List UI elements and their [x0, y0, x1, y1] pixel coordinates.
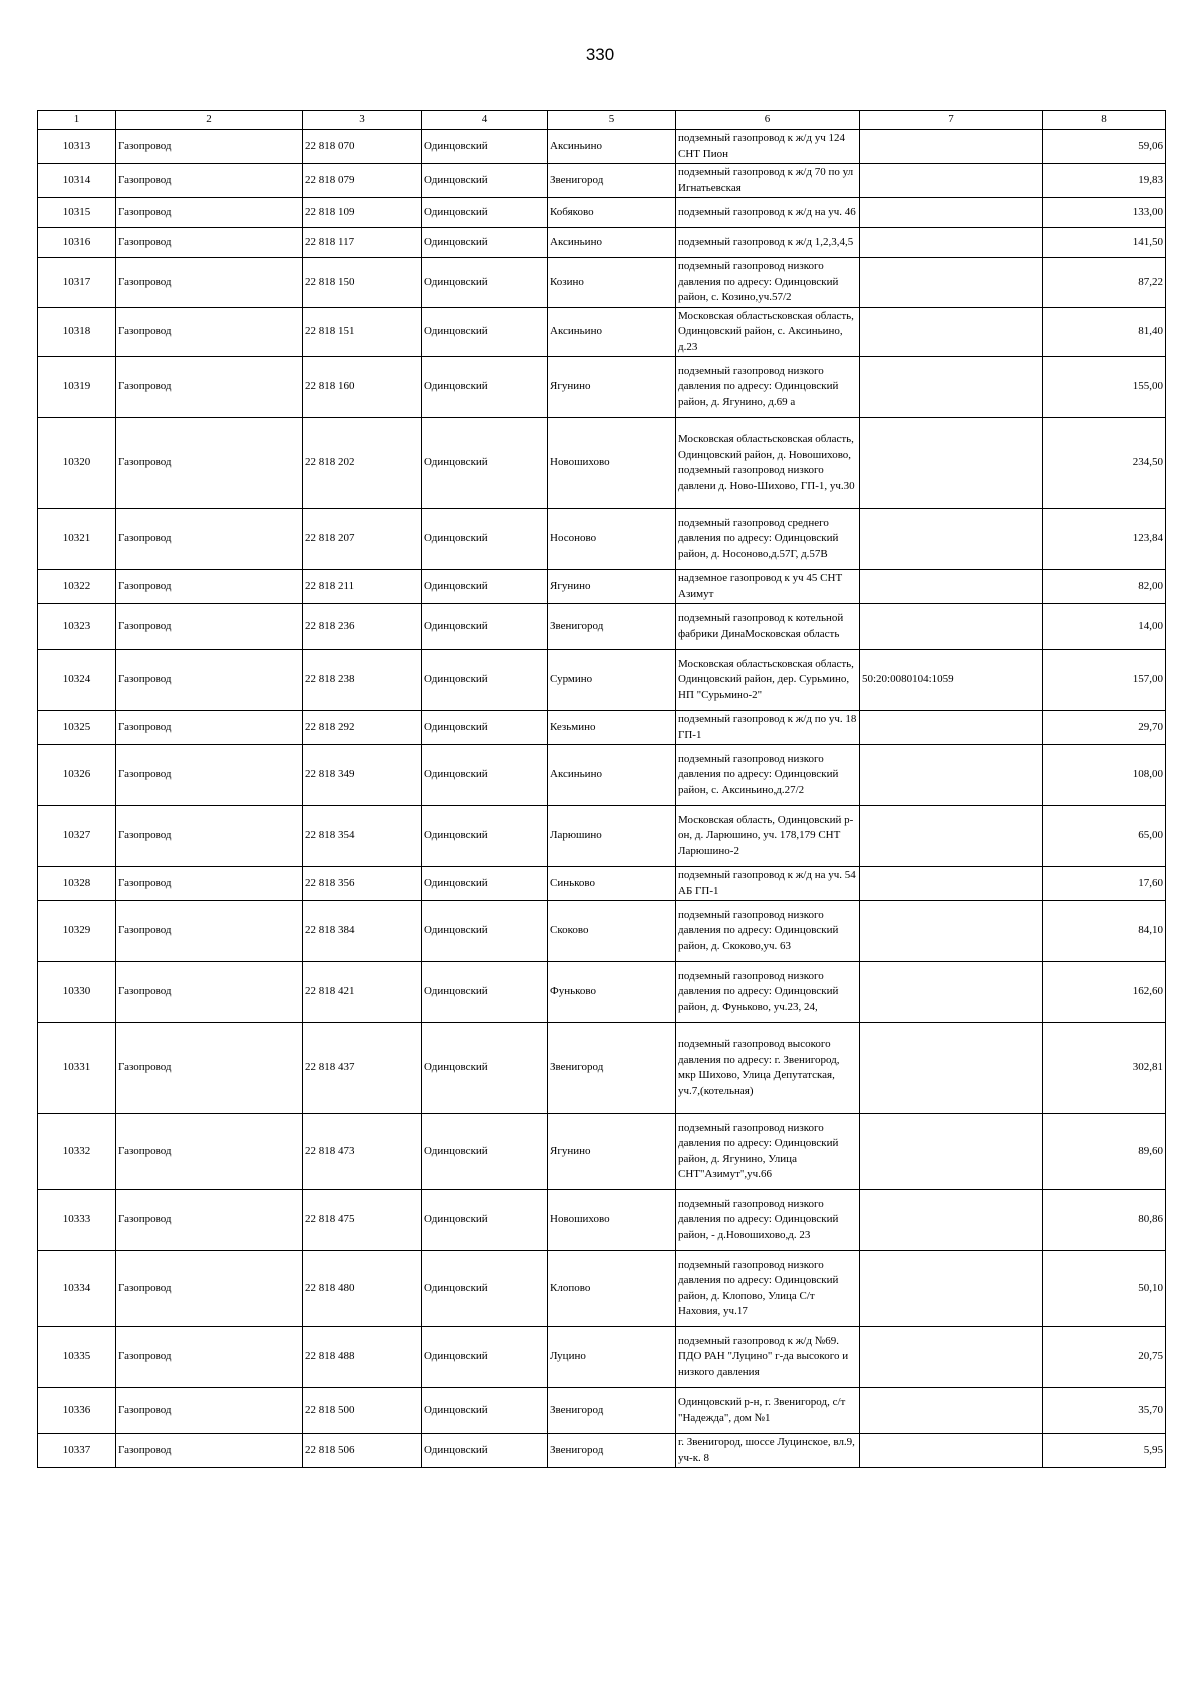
record-number-cell: 10320 [38, 418, 116, 509]
cadastral-number-cell [860, 258, 1043, 308]
district-cell: Одинцовский [422, 1251, 548, 1327]
cadastral-number-cell [860, 1434, 1043, 1468]
district-cell: Одинцовский [422, 258, 548, 308]
settlement-cell: Луцино [548, 1327, 676, 1388]
length-cell: 14,00 [1043, 604, 1166, 650]
table-row [38, 130, 1166, 164]
settlement-cell: Новошихово [548, 1190, 676, 1251]
object-type-cell: Газопровод [116, 228, 303, 258]
column-number-row [38, 111, 1166, 130]
record-number-cell: 10328 [38, 867, 116, 901]
object-type-cell: Газопровод [116, 806, 303, 867]
cadastral-number-cell [860, 867, 1043, 901]
table-row [38, 901, 1166, 962]
cadastral-number-cell [860, 1251, 1043, 1327]
object-type-cell: Газопровод [116, 357, 303, 418]
district-cell: Одинцовский [422, 1023, 548, 1114]
record-number-cell: 10324 [38, 650, 116, 711]
object-type-cell: Газопровод [116, 1388, 303, 1434]
table-row [38, 604, 1166, 650]
registry-table [37, 110, 1166, 1468]
address-cell: подземный газопровод к ж/д по уч. 18 ГП-1 [676, 711, 860, 745]
address-cell: подземный газопровод низкого давления по адресу: Одинцовский район, с. Аксиньино,д.27/2 [676, 745, 860, 806]
settlement-cell: Ларюшино [548, 806, 676, 867]
district-cell: Одинцовский [422, 901, 548, 962]
length-cell: 157,00 [1043, 650, 1166, 711]
object-type-cell: Газопровод [116, 1114, 303, 1190]
object-type-cell: Газопровод [116, 962, 303, 1023]
object-type-cell: Газопровод [116, 1251, 303, 1327]
column-number: 7 [860, 111, 1043, 130]
length-cell: 133,00 [1043, 198, 1166, 228]
record-number-cell: 10326 [38, 745, 116, 806]
settlement-cell: Аксиньино [548, 228, 676, 258]
district-cell: Одинцовский [422, 164, 548, 198]
settlement-cell: Новошихово [548, 418, 676, 509]
settlement-cell: Кобяково [548, 198, 676, 228]
district-cell: Одинцовский [422, 962, 548, 1023]
code-cell: 22 818 480 [303, 1251, 422, 1327]
column-number: 6 [676, 111, 860, 130]
table-row [38, 228, 1166, 258]
district-cell: Одинцовский [422, 745, 548, 806]
length-cell: 59,06 [1043, 130, 1166, 164]
object-type-cell: Газопровод [116, 307, 303, 357]
district-cell: Одинцовский [422, 867, 548, 901]
code-cell: 22 818 117 [303, 228, 422, 258]
cadastral-number-cell [860, 1388, 1043, 1434]
address-cell: подземный газопровод низкого давления по адресу: Одинцовский район, д. Фуньково, уч.23, 24, [676, 962, 860, 1023]
record-number-cell: 10334 [38, 1251, 116, 1327]
object-type-cell: Газопровод [116, 164, 303, 198]
object-type-cell: Газопровод [116, 711, 303, 745]
code-cell: 22 818 160 [303, 357, 422, 418]
record-number-cell: 10336 [38, 1388, 116, 1434]
code-cell: 22 818 421 [303, 962, 422, 1023]
address-cell: Московская область, Одинцовский р-он, д. Ларюшино, уч. 178,179 СНТ Ларюшино-2 [676, 806, 860, 867]
address-cell: Московская областьсковская область, Одинцовский район, д. Новошихово, подземный газопровод низкого давлени д. Ново-Шихово, ГП-1, уч.30 [676, 418, 860, 509]
settlement-cell: Синьково [548, 867, 676, 901]
object-type-cell: Газопровод [116, 1190, 303, 1251]
record-number-cell: 10327 [38, 806, 116, 867]
address-cell: подземный газопровод высокого давления по адресу: г. Звенигород, мкр Шихово, Улица Депутатская, уч.7,(котельная) [676, 1023, 860, 1114]
length-cell: 35,70 [1043, 1388, 1166, 1434]
address-cell: подземный газопровод низкого давления по адресу: Одинцовский район, д. Скоково,уч. 63 [676, 901, 860, 962]
cadastral-number-cell [860, 604, 1043, 650]
cadastral-number-cell [860, 357, 1043, 418]
code-cell: 22 818 236 [303, 604, 422, 650]
district-cell: Одинцовский [422, 650, 548, 711]
column-number: 1 [38, 111, 116, 130]
record-number-cell: 10319 [38, 357, 116, 418]
code-cell: 22 818 500 [303, 1388, 422, 1434]
record-number-cell: 10337 [38, 1434, 116, 1468]
record-number-cell: 10322 [38, 570, 116, 604]
table-row [38, 1388, 1166, 1434]
code-cell: 22 818 292 [303, 711, 422, 745]
settlement-cell: Носоново [548, 509, 676, 570]
column-number: 3 [303, 111, 422, 130]
address-cell: г. Звенигород, шоссе Луцинское, вл.9, уч-к. 8 [676, 1434, 860, 1468]
record-number-cell: 10329 [38, 901, 116, 962]
record-number-cell: 10315 [38, 198, 116, 228]
code-cell: 22 818 109 [303, 198, 422, 228]
district-cell: Одинцовский [422, 1388, 548, 1434]
table-row [38, 1023, 1166, 1114]
address-cell: подземный газопровод к ж/д №69. ПДО РАН "Луцино" г-да высокого и низкого давления [676, 1327, 860, 1388]
address-cell: подземный газопровод низкого давления по адресу: Одинцовский район, д. Клопово, Улица С/т Наховия, уч.17 [676, 1251, 860, 1327]
code-cell: 22 818 207 [303, 509, 422, 570]
object-type-cell: Газопровод [116, 650, 303, 711]
length-cell: 82,00 [1043, 570, 1166, 604]
length-cell: 17,60 [1043, 867, 1166, 901]
table-row [38, 357, 1166, 418]
table-row [38, 806, 1166, 867]
code-cell: 22 818 202 [303, 418, 422, 509]
cadastral-number-cell [860, 962, 1043, 1023]
length-cell: 123,84 [1043, 509, 1166, 570]
cadastral-number-cell [860, 307, 1043, 357]
length-cell: 141,50 [1043, 228, 1166, 258]
settlement-cell: Аксиньино [548, 307, 676, 357]
cadastral-number-cell [860, 1190, 1043, 1251]
object-type-cell: Газопровод [116, 604, 303, 650]
length-cell: 81,40 [1043, 307, 1166, 357]
length-cell: 20,75 [1043, 1327, 1166, 1388]
settlement-cell: Фуньково [548, 962, 676, 1023]
record-number-cell: 10318 [38, 307, 116, 357]
address-cell: Одинцовский р-н, г. Звенигород, с/т "Надежда", дом №1 [676, 1388, 860, 1434]
cadastral-number-cell [860, 418, 1043, 509]
record-number-cell: 10313 [38, 130, 116, 164]
code-cell: 22 818 238 [303, 650, 422, 711]
object-type-cell: Газопровод [116, 901, 303, 962]
district-cell: Одинцовский [422, 1114, 548, 1190]
column-number: 8 [1043, 111, 1166, 130]
code-cell: 22 818 506 [303, 1434, 422, 1468]
cadastral-number-cell [860, 1023, 1043, 1114]
address-cell: подземный газопровод к котельной фабрики ДинаМосковская область [676, 604, 860, 650]
cadastral-number-cell [860, 901, 1043, 962]
length-cell: 234,50 [1043, 418, 1166, 509]
settlement-cell: Звенигород [548, 604, 676, 650]
settlement-cell: Ягунино [548, 570, 676, 604]
length-cell: 302,81 [1043, 1023, 1166, 1114]
object-type-cell: Газопровод [116, 1327, 303, 1388]
district-cell: Одинцовский [422, 198, 548, 228]
district-cell: Одинцовский [422, 228, 548, 258]
table-body [38, 130, 1166, 1468]
table-row [38, 1114, 1166, 1190]
object-type-cell: Газопровод [116, 867, 303, 901]
code-cell: 22 818 354 [303, 806, 422, 867]
length-cell: 50,10 [1043, 1251, 1166, 1327]
code-cell: 22 818 473 [303, 1114, 422, 1190]
length-cell: 29,70 [1043, 711, 1166, 745]
district-cell: Одинцовский [422, 509, 548, 570]
cadastral-number-cell [860, 806, 1043, 867]
length-cell: 65,00 [1043, 806, 1166, 867]
code-cell: 22 818 070 [303, 130, 422, 164]
district-cell: Одинцовский [422, 1190, 548, 1251]
cadastral-number-cell [860, 1114, 1043, 1190]
object-type-cell: Газопровод [116, 418, 303, 509]
code-cell: 22 818 150 [303, 258, 422, 308]
settlement-cell: Аксиньино [548, 745, 676, 806]
district-cell: Одинцовский [422, 307, 548, 357]
settlement-cell: Козино [548, 258, 676, 308]
code-cell: 22 818 488 [303, 1327, 422, 1388]
object-type-cell: Газопровод [116, 258, 303, 308]
record-number-cell: 10333 [38, 1190, 116, 1251]
settlement-cell: Клопово [548, 1251, 676, 1327]
length-cell: 108,00 [1043, 745, 1166, 806]
table-row [38, 711, 1166, 745]
settlement-cell: Ягунино [548, 357, 676, 418]
record-number-cell: 10330 [38, 962, 116, 1023]
record-number-cell: 10314 [38, 164, 116, 198]
table-row [38, 198, 1166, 228]
code-cell: 22 818 356 [303, 867, 422, 901]
settlement-cell: Звенигород [548, 1023, 676, 1114]
object-type-cell: Газопровод [116, 745, 303, 806]
table-row [38, 650, 1166, 711]
district-cell: Одинцовский [422, 1434, 548, 1468]
code-cell: 22 818 211 [303, 570, 422, 604]
settlement-cell: Звенигород [548, 1388, 676, 1434]
table-row [38, 1190, 1166, 1251]
district-cell: Одинцовский [422, 130, 548, 164]
cadastral-number-cell [860, 164, 1043, 198]
table-row [38, 307, 1166, 357]
code-cell: 22 818 349 [303, 745, 422, 806]
address-cell: подземный газопровод среднего давления по адресу: Одинцовский район, д. Носоново,д.57Г, д.57В [676, 509, 860, 570]
table-row [38, 1327, 1166, 1388]
table-row [38, 962, 1166, 1023]
table-row [38, 1251, 1166, 1327]
district-cell: Одинцовский [422, 604, 548, 650]
column-number: 5 [548, 111, 676, 130]
record-number-cell: 10325 [38, 711, 116, 745]
object-type-cell: Газопровод [116, 570, 303, 604]
table-row [38, 1434, 1166, 1468]
length-cell: 155,00 [1043, 357, 1166, 418]
table-row [38, 258, 1166, 308]
object-type-cell: Газопровод [116, 198, 303, 228]
cadastral-number-cell [860, 570, 1043, 604]
table-row [38, 164, 1166, 198]
address-cell: подземный газопровод к ж/д 70 по ул Игнатьевская [676, 164, 860, 198]
record-number-cell: 10317 [38, 258, 116, 308]
column-number: 4 [422, 111, 548, 130]
address-cell: подземный газопровод низкого давления по адресу: Одинцовский район, - д.Новошихово,д. 23 [676, 1190, 860, 1251]
address-cell: подземный газопровод к ж/д на уч. 46 [676, 198, 860, 228]
object-type-cell: Газопровод [116, 1023, 303, 1114]
address-cell: подземный газопровод к ж/д на уч. 54 АБ ГП-1 [676, 867, 860, 901]
length-cell: 89,60 [1043, 1114, 1166, 1190]
record-number-cell: 10332 [38, 1114, 116, 1190]
cadastral-number-cell [860, 130, 1043, 164]
table-row [38, 570, 1166, 604]
code-cell: 22 818 384 [303, 901, 422, 962]
address-cell: подземный газопровод к ж/д уч 124 СНТ Пион [676, 130, 860, 164]
cadastral-number-cell: 50:20:0080104:1059 [860, 650, 1043, 711]
code-cell: 22 818 079 [303, 164, 422, 198]
length-cell: 80,86 [1043, 1190, 1166, 1251]
length-cell: 162,60 [1043, 962, 1166, 1023]
address-cell: подземный газопровод низкого давления по адресу: Одинцовский район, д. Ягунино, Улица СНТ"Азимут",уч.66 [676, 1114, 860, 1190]
district-cell: Одинцовский [422, 806, 548, 867]
cadastral-number-cell [860, 198, 1043, 228]
object-type-cell: Газопровод [116, 509, 303, 570]
address-cell: подземный газопровод низкого давления по адресу: Одинцовский район, д. Ягунино, д.69 а [676, 357, 860, 418]
address-cell: подземный газопровод низкого давления по адресу: Одинцовский район, с. Козино,уч.57/2 [676, 258, 860, 308]
length-cell: 87,22 [1043, 258, 1166, 308]
district-cell: Одинцовский [422, 570, 548, 604]
settlement-cell: Скоково [548, 901, 676, 962]
table-row [38, 745, 1166, 806]
record-number-cell: 10331 [38, 1023, 116, 1114]
settlement-cell: Ягунино [548, 1114, 676, 1190]
record-number-cell: 10335 [38, 1327, 116, 1388]
table-row [38, 509, 1166, 570]
table-row [38, 867, 1166, 901]
object-type-cell: Газопровод [116, 130, 303, 164]
district-cell: Одинцовский [422, 711, 548, 745]
code-cell: 22 818 151 [303, 307, 422, 357]
record-number-cell: 10316 [38, 228, 116, 258]
record-number-cell: 10323 [38, 604, 116, 650]
code-cell: 22 818 475 [303, 1190, 422, 1251]
district-cell: Одинцовский [422, 418, 548, 509]
settlement-cell: Звенигород [548, 164, 676, 198]
object-type-cell: Газопровод [116, 1434, 303, 1468]
length-cell: 84,10 [1043, 901, 1166, 962]
cadastral-number-cell [860, 228, 1043, 258]
code-cell: 22 818 437 [303, 1023, 422, 1114]
address-cell: подземный газопровод к ж/д 1,2,3,4,5 [676, 228, 860, 258]
district-cell: Одинцовский [422, 1327, 548, 1388]
settlement-cell: Звенигород [548, 1434, 676, 1468]
length-cell: 19,83 [1043, 164, 1166, 198]
cadastral-number-cell [860, 509, 1043, 570]
page-number: 330 [585, 45, 615, 64]
column-number: 2 [116, 111, 303, 130]
address-cell: Московская областьсковская область, Одинцовский район, дер. Сурьмино, НП "Сурьмино-2" [676, 650, 860, 711]
district-cell: Одинцовский [422, 357, 548, 418]
settlement-cell: Аксиньино [548, 130, 676, 164]
settlement-cell: Кезьмино [548, 711, 676, 745]
cadastral-number-cell [860, 1327, 1043, 1388]
address-cell: надземное газопровод к уч 45 СНТ Азимут [676, 570, 860, 604]
address-cell: Московская областьсковская область, Одинцовский район, с. Аксиньино, д.23 [676, 307, 860, 357]
table-row [38, 418, 1166, 509]
settlement-cell: Сурмино [548, 650, 676, 711]
cadastral-number-cell [860, 745, 1043, 806]
length-cell: 5,95 [1043, 1434, 1166, 1468]
record-number-cell: 10321 [38, 509, 116, 570]
cadastral-number-cell [860, 711, 1043, 745]
